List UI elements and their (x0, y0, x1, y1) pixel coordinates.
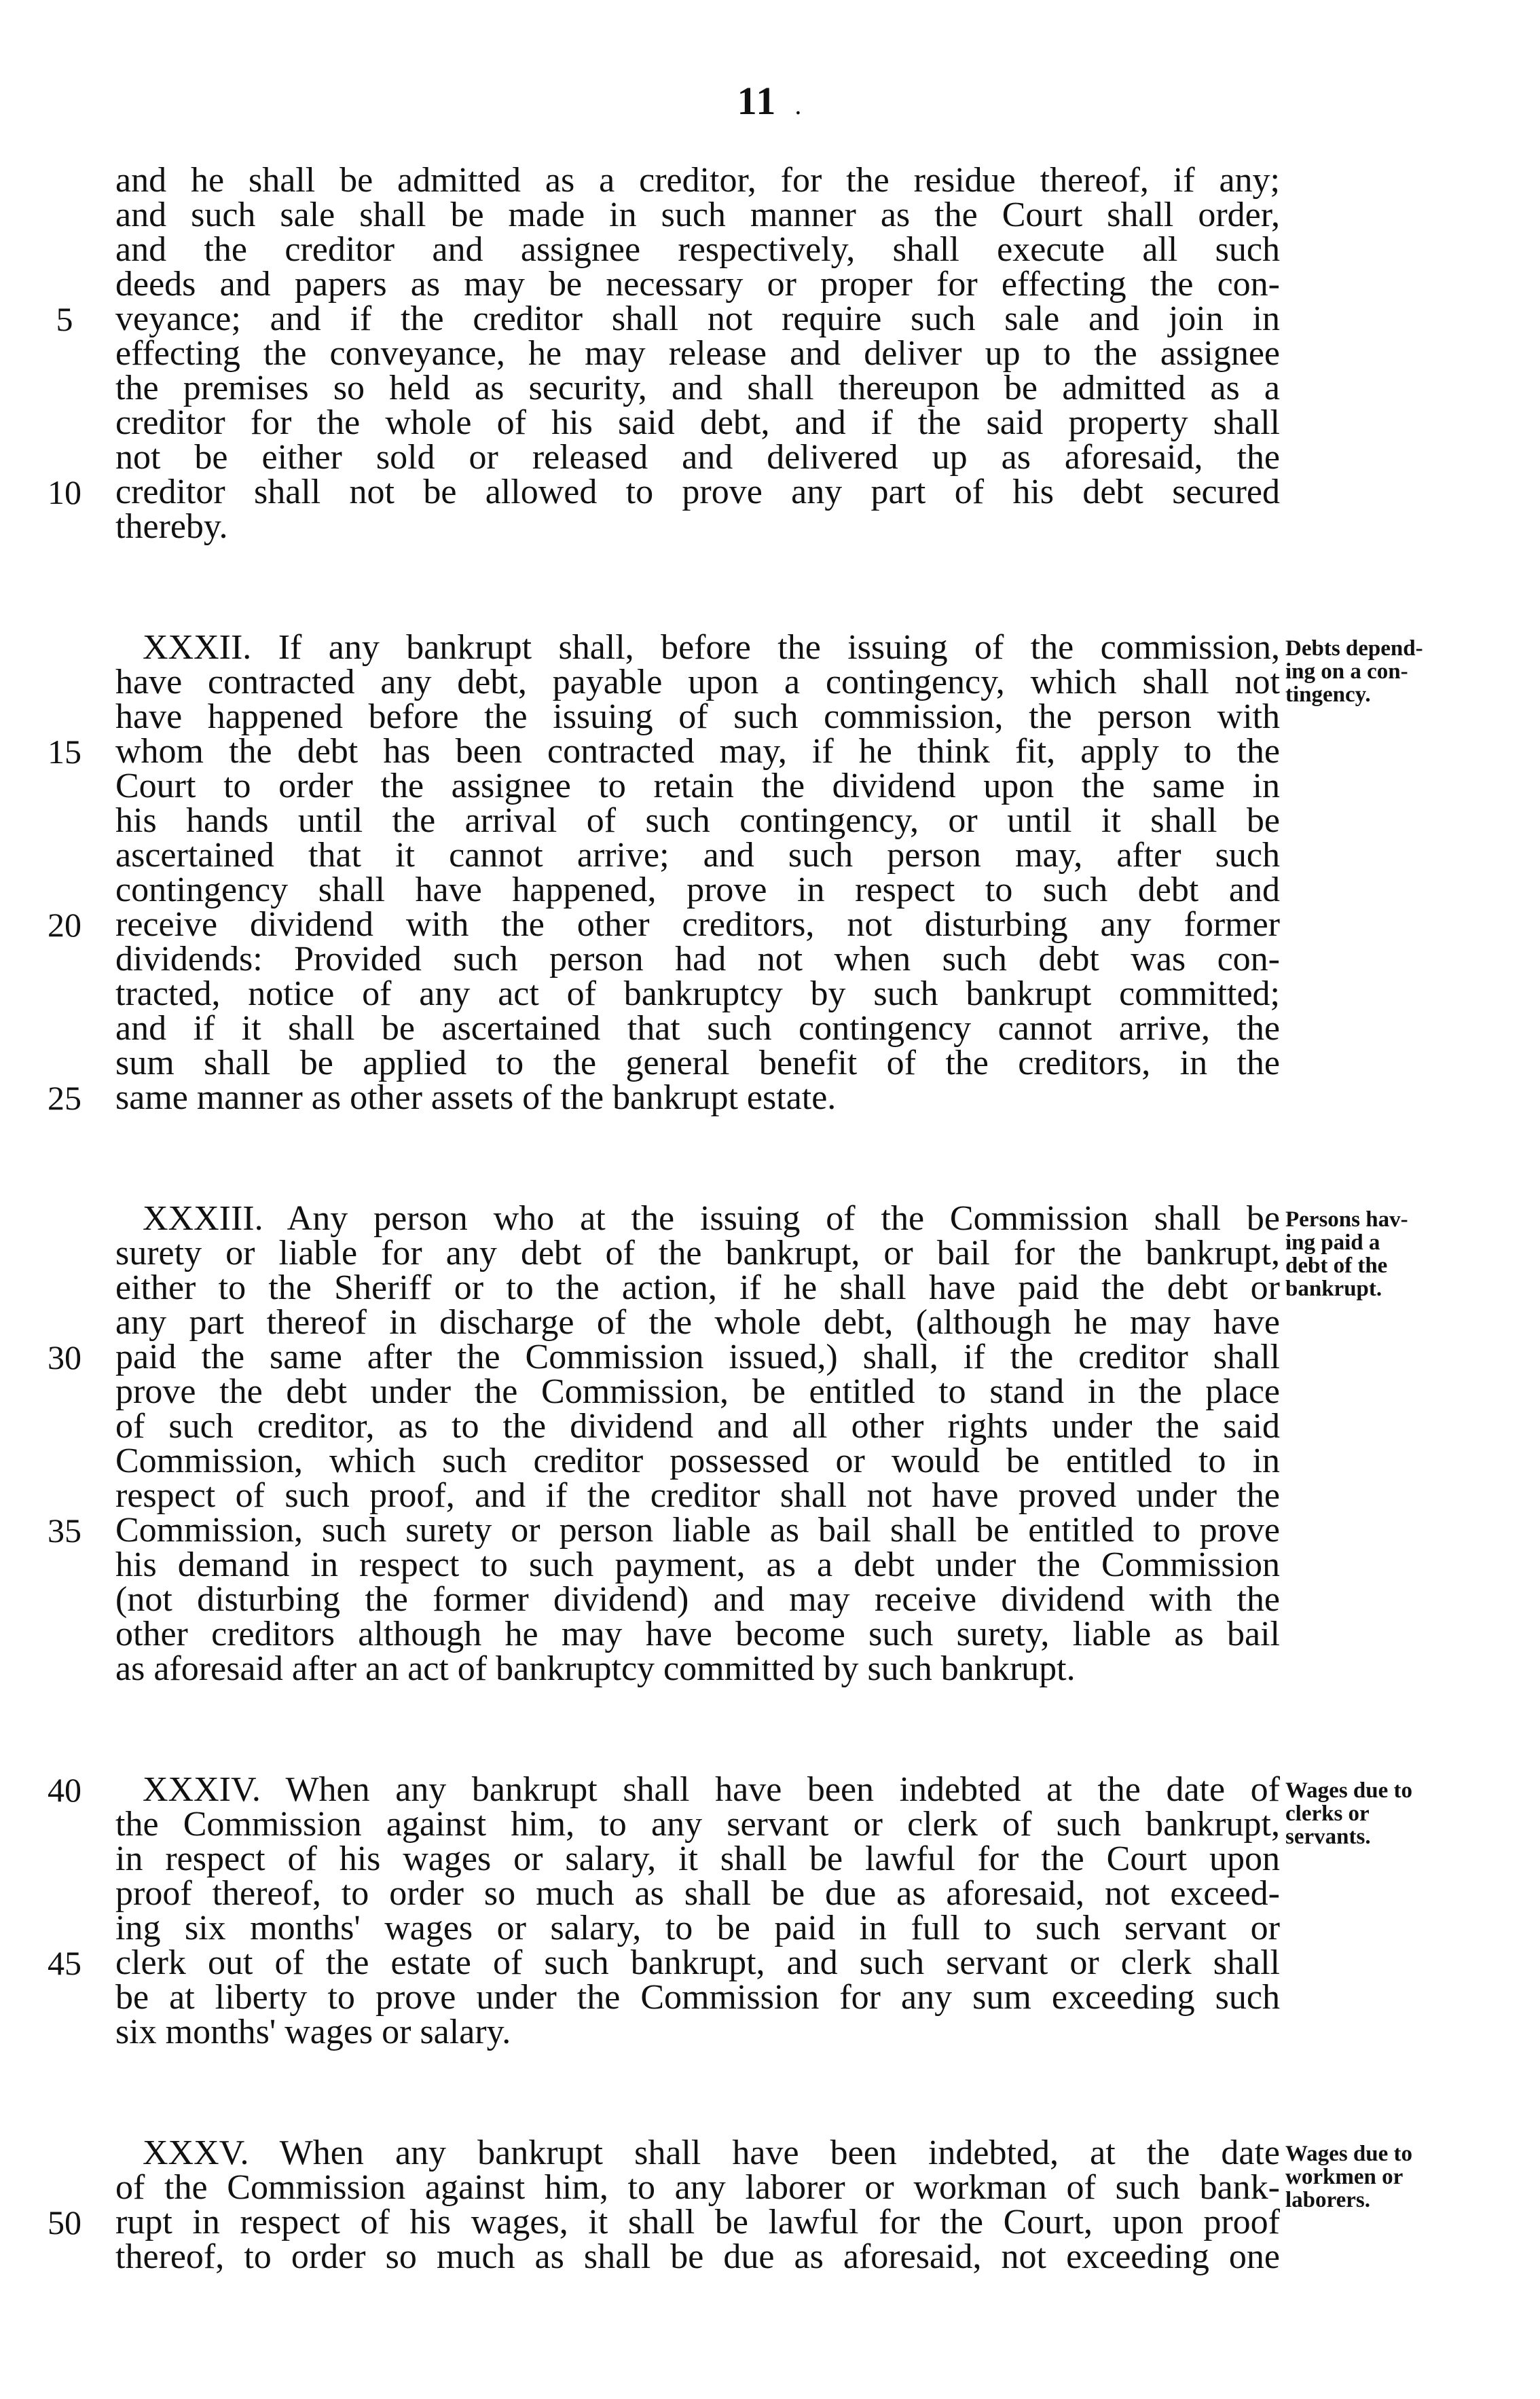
text-line: thereby. (115, 507, 228, 546)
text-line: have happened before the issuing of such commission, the person with (115, 697, 1280, 736)
page-number: 11 . (737, 79, 803, 123)
text-line: any part thereof in discharge of the whole debt, (although he may have (115, 1303, 1280, 1342)
text-line: XXXII. If any bankrupt shall, before the issuing of the commission, (143, 628, 1280, 667)
text-line: of such creditor, as to the dividend and all other rights under the said (115, 1407, 1280, 1446)
text-line: effecting the conveyance, he may release and deliver up to the assignee (115, 334, 1280, 373)
margin-note-persons-paid-debt: Persons hav- ing paid a debt of the bankrupt. (1285, 1207, 1408, 1301)
text-line: receive dividend with the other creditors, not disturbing any former (115, 905, 1280, 944)
text-line: six months' wages or salary. (115, 2013, 511, 2051)
text-line: (not disturbing the former dividend) and may receive dividend with the (115, 1580, 1280, 1619)
text-line: thereof, to order so much as shall be due as aforesaid, not exceeding one (115, 2237, 1280, 2276)
text-line: be at liberty to prove under the Commission for any sum exceeding such (115, 1978, 1280, 2017)
text-line: and such sale shall be made in such manner as the Court shall order, (115, 196, 1280, 234)
line-number: 45 (48, 1944, 81, 1982)
text-line: his demand in respect to such payment, as a debt under the Commission (115, 1545, 1280, 1584)
line-number: 50 (48, 2203, 81, 2241)
text-line: not be either sold or released and delivered up as aforesaid, the (115, 438, 1280, 477)
line-number: 25 (48, 1079, 81, 1117)
line-number: 30 (48, 1338, 81, 1376)
text-line: same manner as other assets of the bankrupt estate. (115, 1078, 837, 1117)
text-line: other creditors although he may have become such surety, liable as bail (115, 1615, 1280, 1653)
line-number: 40 (48, 1771, 81, 1809)
text-line: respect of such proof, and if the creditor shall not have proved under the (115, 1476, 1280, 1515)
text-line: either to the Sheriff or to the action, if he shall have paid the debt or (115, 1268, 1280, 1307)
text-line: XXXIV. When any bankrupt shall have been indebted at the date of (143, 1770, 1280, 1809)
text-line: and he shall be admitted as a creditor, for the residue thereof, if any; (115, 161, 1280, 200)
text-line: veyance; and if the creditor shall not require such sale and join in (115, 299, 1280, 338)
text-line: tracted, notice of any act of bankruptcy by such bankrupt committed; (115, 974, 1280, 1013)
page-mark: . (794, 90, 803, 120)
text-line: XXXV. When any bankrupt shall have been indebted, at the date (143, 2134, 1280, 2172)
text-line: and if it shall be ascertained that such contingency cannot arrive, the (115, 1009, 1280, 1048)
line-number: 20 (48, 906, 81, 944)
text-line: ascertained that it cannot arrive; and such person may, after such (115, 836, 1280, 875)
text-line: the premises so held as security, and shall thereupon be admitted as a (115, 369, 1280, 407)
text-line: Commission, which such creditor possessed or would be entitled to in (115, 1442, 1280, 1480)
text-line: rupt in respect of his wages, it shall be lawful for the Court, upon proof (115, 2203, 1280, 2241)
text-line: have contracted any debt, payable upon a contingency, which shall not (115, 663, 1280, 701)
text-line: as aforesaid after an act of bankruptcy committed by such bankrupt. (115, 1649, 1076, 1688)
text-line: prove the debt under the Commission, be entitled to stand in the place (115, 1372, 1280, 1411)
text-line: dividends: Provided such person had not when such debt was con- (115, 940, 1280, 978)
text-line: surety or liable for any debt of the bankrupt, or bail for the bankrupt, (115, 1234, 1280, 1272)
text-line: ing six months' wages or salary, to be paid in full to such servant or (115, 1909, 1280, 1947)
text-line: the Commission against him, to any servant or clerk of such bankrupt, (115, 1805, 1280, 1844)
text-line: Commission, such surety or person liable as bail shall be entitled to prove (115, 1511, 1280, 1550)
margin-note-debts-contingency: Debts depend- ing on a con- tingency. (1285, 636, 1423, 707)
text-line: sum shall be applied to the general benefit of the creditors, in the (115, 1044, 1280, 1082)
line-number: 5 (56, 300, 73, 338)
line-number: 10 (48, 473, 81, 511)
margin-note-wages-workmen: Wages due to workmen or laborers. (1285, 2142, 1413, 2212)
text-line: contingency shall have happened, prove in respect to such debt and (115, 871, 1280, 909)
text-line: creditor shall not be allowed to prove any part of his debt secured (115, 473, 1280, 511)
margin-note-wages-clerks: Wages due to clerks or servants. (1285, 1778, 1413, 1849)
text-line: proof thereof, to order so much as shall be due as aforesaid, not exceed- (115, 1874, 1280, 1913)
text-line: clerk out of the estate of such bankrupt, and such servant or clerk shall (115, 1943, 1280, 1982)
text-line: paid the same after the Commission issued,) shall, if the creditor shall (115, 1338, 1280, 1376)
text-line: of the Commission against him, to any laborer or workman of such bank- (115, 2168, 1280, 2207)
text-line: and the creditor and assignee respectively, shall execute all such (115, 230, 1280, 269)
text-line: creditor for the whole of his said debt, and if the said property shall (115, 403, 1280, 442)
text-line: Court to order the assignee to retain the dividend upon the same in (115, 767, 1280, 805)
text-line: whom the debt has been contracted may, if he think fit, apply to the (115, 732, 1280, 771)
text-line: his hands until the arrival of such contingency, or until it shall be (115, 801, 1280, 840)
line-number: 35 (48, 1512, 81, 1550)
line-number: 15 (48, 733, 81, 771)
text-line: deeds and papers as may be necessary or proper for effecting the con- (115, 265, 1280, 304)
text-line: in respect of his wages or salary, it shall be lawful for the Court upon (115, 1839, 1280, 1878)
text-line: XXXIII. Any person who at the issuing of the Commission shall be (143, 1199, 1280, 1238)
